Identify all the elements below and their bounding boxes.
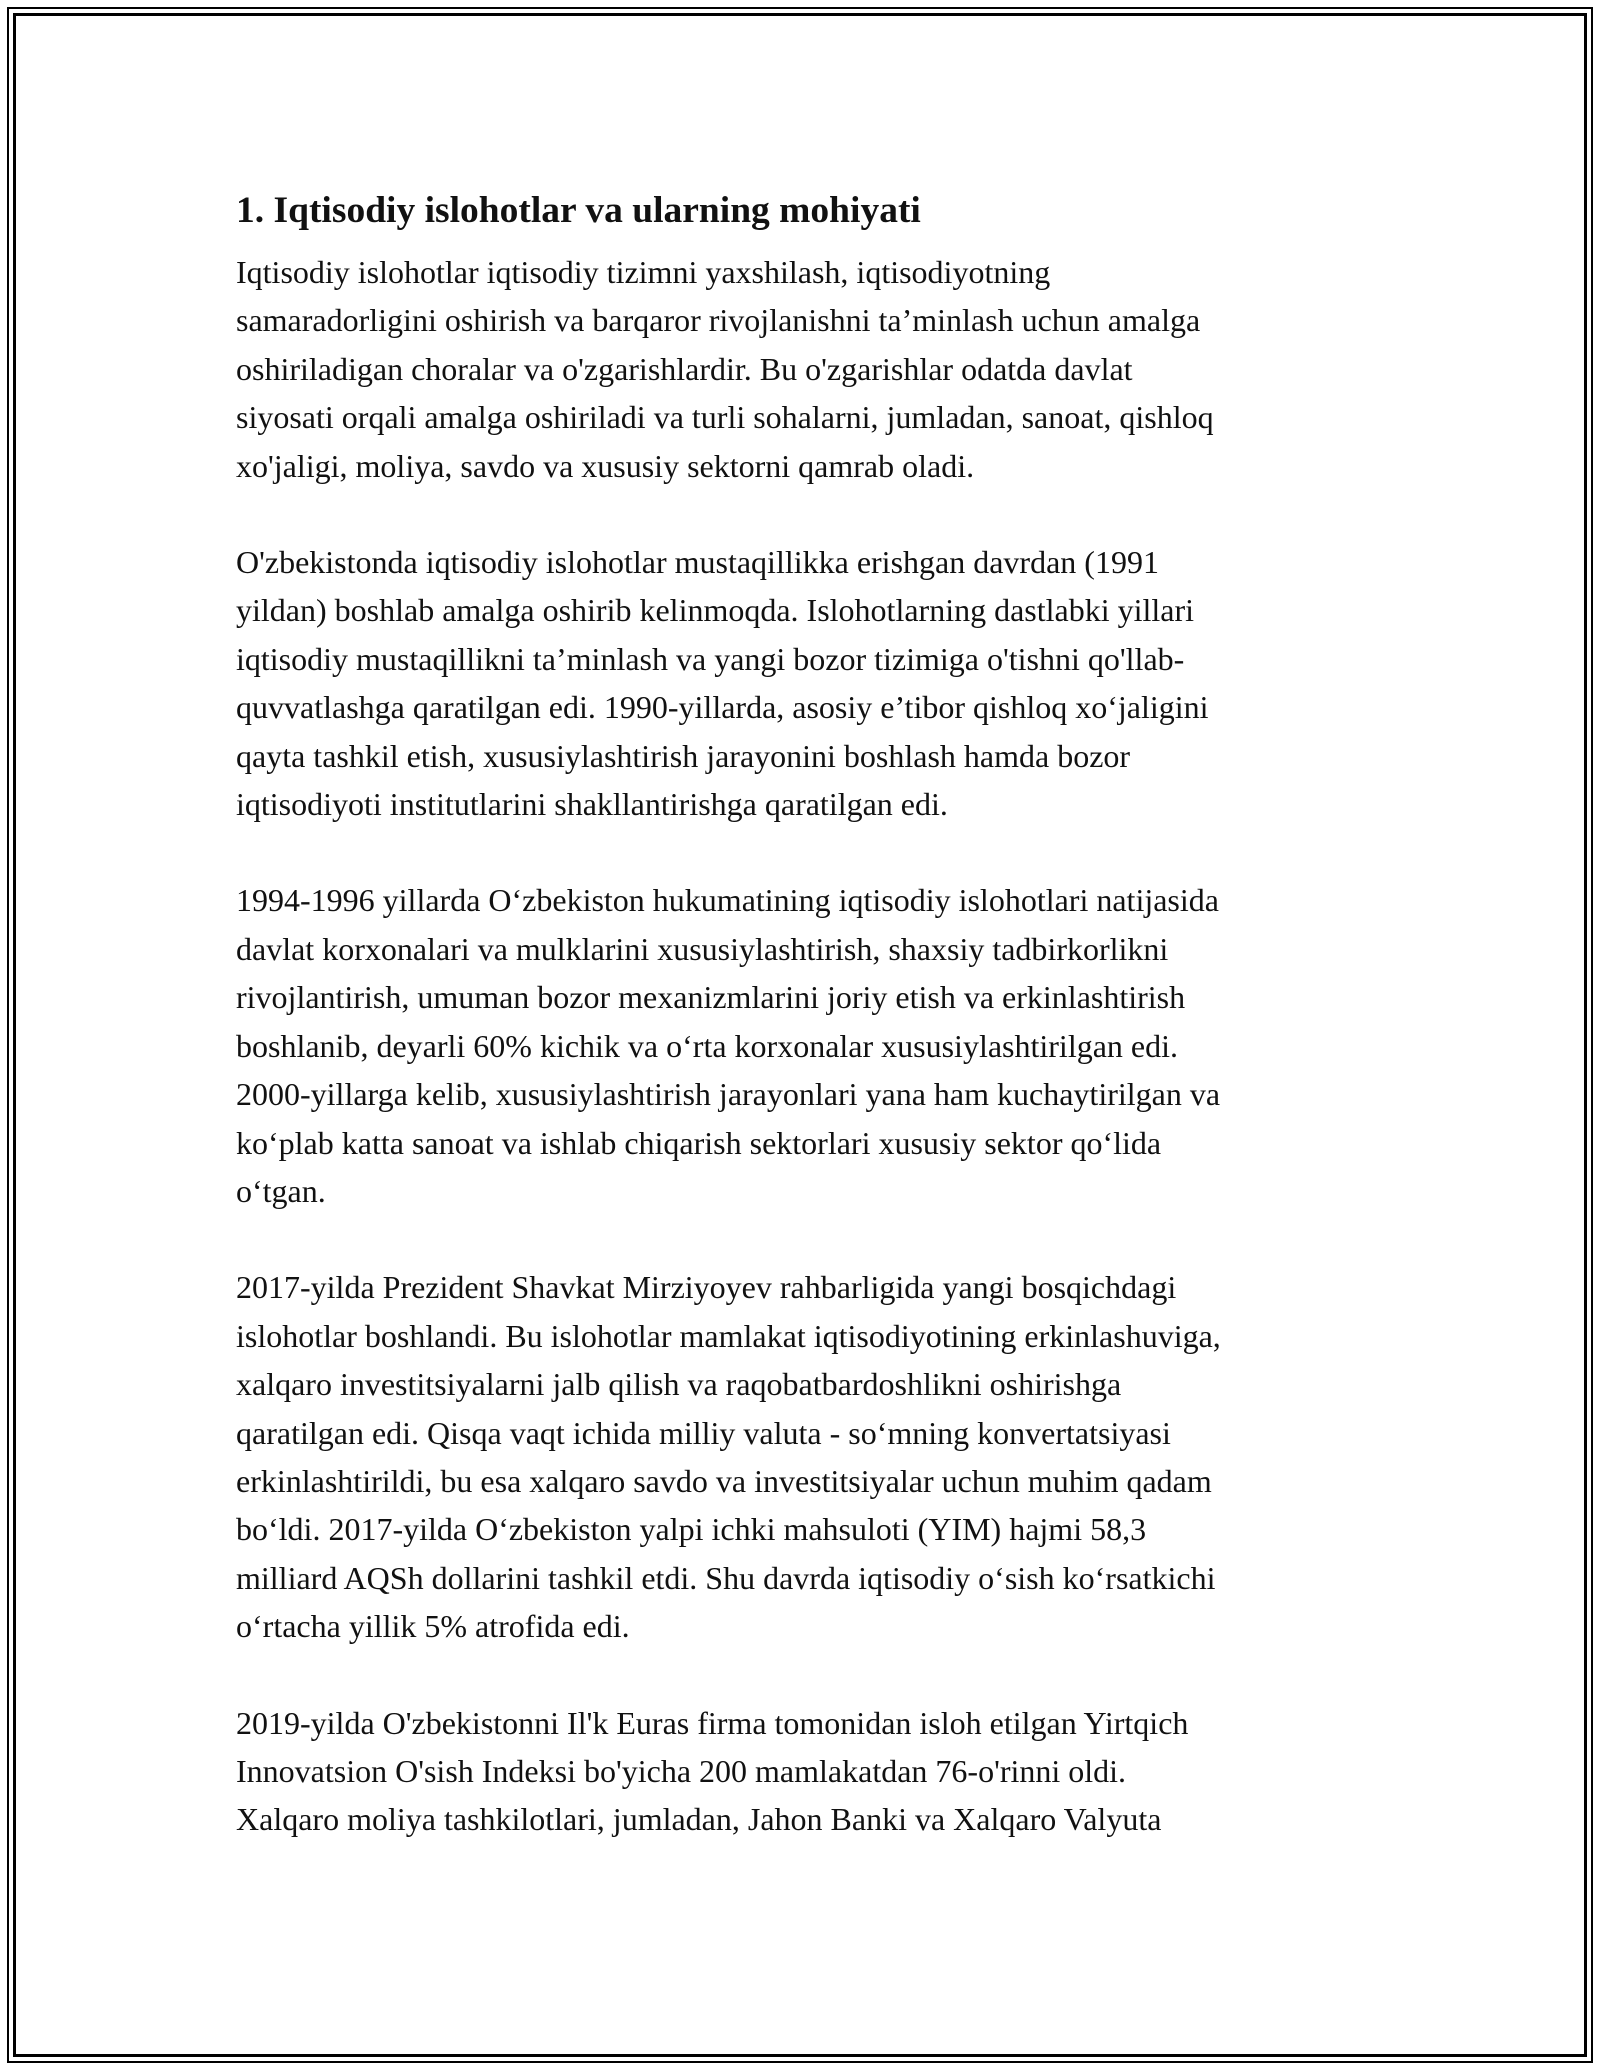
text-line: milliard AQSh dollarini tashkil etdi. Shu davrda iqtisodiy o‘sish ko‘rsatkichi (236, 1559, 1216, 1596)
text-line: samaradorligini oshirish va barqaror rivojlanishni ta’minlash uchun amalga (236, 302, 1201, 339)
text-line: iqtisodiyoti institutlarini shakllantirishga qaratilgan edi. (236, 786, 948, 823)
text-line: boshlanib, deyarli 60% kichik va o‘rta korxonalar xususiylashtirilgan edi. (236, 1027, 1178, 1064)
text-line: O'zbekistonda iqtisodiy islohotlar mustaqillikka erishgan davrdan (1991 (236, 544, 1159, 581)
text-line: bo‘ldi. 2017-yilda O‘zbekiston yalpi ichki mahsuloti (YIM) hajmi 58,3 (236, 1511, 1147, 1548)
section-heading: 1. Iqtisodiy islohotlar va ularning mohiyati (236, 190, 921, 231)
text-line: xo'jaligi, moliya, savdo va xususiy sektorni qamrab oladi. (236, 447, 975, 484)
text-line: Iqtisodiy islohotlar iqtisodiy tizimni yaxshilash, iqtisodiyotning (236, 254, 1051, 290)
paragraph-3 (236, 876, 1376, 1215)
text-line: davlat korxonalari va mulklarini xususiylashtirish, shaxsiy tadbirkorlikni (236, 930, 1169, 967)
text-line: Xalqaro moliya tashkilotlari, jumladan, Jahon Banki va Xalqaro Valyuta (236, 1801, 1162, 1838)
text-line: Innovatsion O'sish Indeksi bo'yicha 200 mamlakatdan 76-o'rinni oldi. (236, 1752, 1127, 1789)
text-line: 2017-yilda Prezident Shavkat Mirziyoyev rahbarligida yangi bosqichdagi (236, 1269, 1177, 1306)
text-line: qaratilgan edi. Qisqa vaqt ichida milliy valuta - so‘mning konvertatsiyasi (236, 1414, 1171, 1451)
text-line: o‘tgan. (236, 1172, 326, 1209)
document-body (236, 186, 1376, 1892)
text-line: rivojlantirish, umuman bozor mexanizmlarini joriy etish va erkinlashtirish (236, 979, 1186, 1016)
text-line: erkinlashtirildi, bu esa xalqaro savdo va investitsiyalar uchun muhim qadam (236, 1462, 1212, 1499)
text-line: 2000-yillarga kelib, xususiylashtirish jarayonlari yana ham kuchaytirilgan va (236, 1076, 1221, 1113)
text-line: iqtisodiy mustaqillikni ta’minlash va yangi bozor tizimiga o'tishni qo'llab- (236, 640, 1185, 677)
paragraph-5 (236, 1699, 1376, 1844)
text-line: oshiriladigan choralar va o'zgarishlardir. Bu o'zgarishlar odatda davlat (236, 350, 1133, 387)
paragraph-4 (236, 1263, 1376, 1650)
paragraph-2 (236, 538, 1376, 828)
text-line: siyosati orqali amalga oshiriladi va turli sohalarni, jumladan, sanoat, qishloq (236, 399, 1214, 436)
text-line: qayta tashkil etish, xususiylashtirish jarayonini boshlash hamda bozor (236, 737, 1131, 774)
text-line: islohotlar boshlandi. Bu islohotlar mamlakat iqtisodiyotining erkinlashuviga, (236, 1317, 1221, 1354)
text-line: 1994-1996 yillarda O‘zbekiston hukumatining iqtisodiy islohotlari natijasida (236, 882, 1219, 919)
text-line: yildan) boshlab amalga oshirib kelinmoqda. Islohotlarning dastlabki yillari (236, 592, 1195, 629)
text-line: 2019-yilda O'zbekistonni Il'k Euras firma tomonidan isloh etilgan Yirtqich (236, 1704, 1189, 1741)
text-line: o‘rtacha yillik 5% atrofida edi. (236, 1608, 630, 1645)
text-line: quvvatlashga qaratilgan edi. 1990-yillarda, asosiy e’tibor qishloq xo‘jaligini (236, 689, 1209, 726)
paragraph-1 (236, 248, 1376, 490)
text-line: xalqaro investitsiyalarni jalb qilish va raqobatbardoshlikni oshirishga (236, 1366, 1122, 1403)
text-line: ko‘plab katta sanoat va ishlab chiqarish sektorlari xususiy sektor qo‘lida (236, 1124, 1162, 1161)
